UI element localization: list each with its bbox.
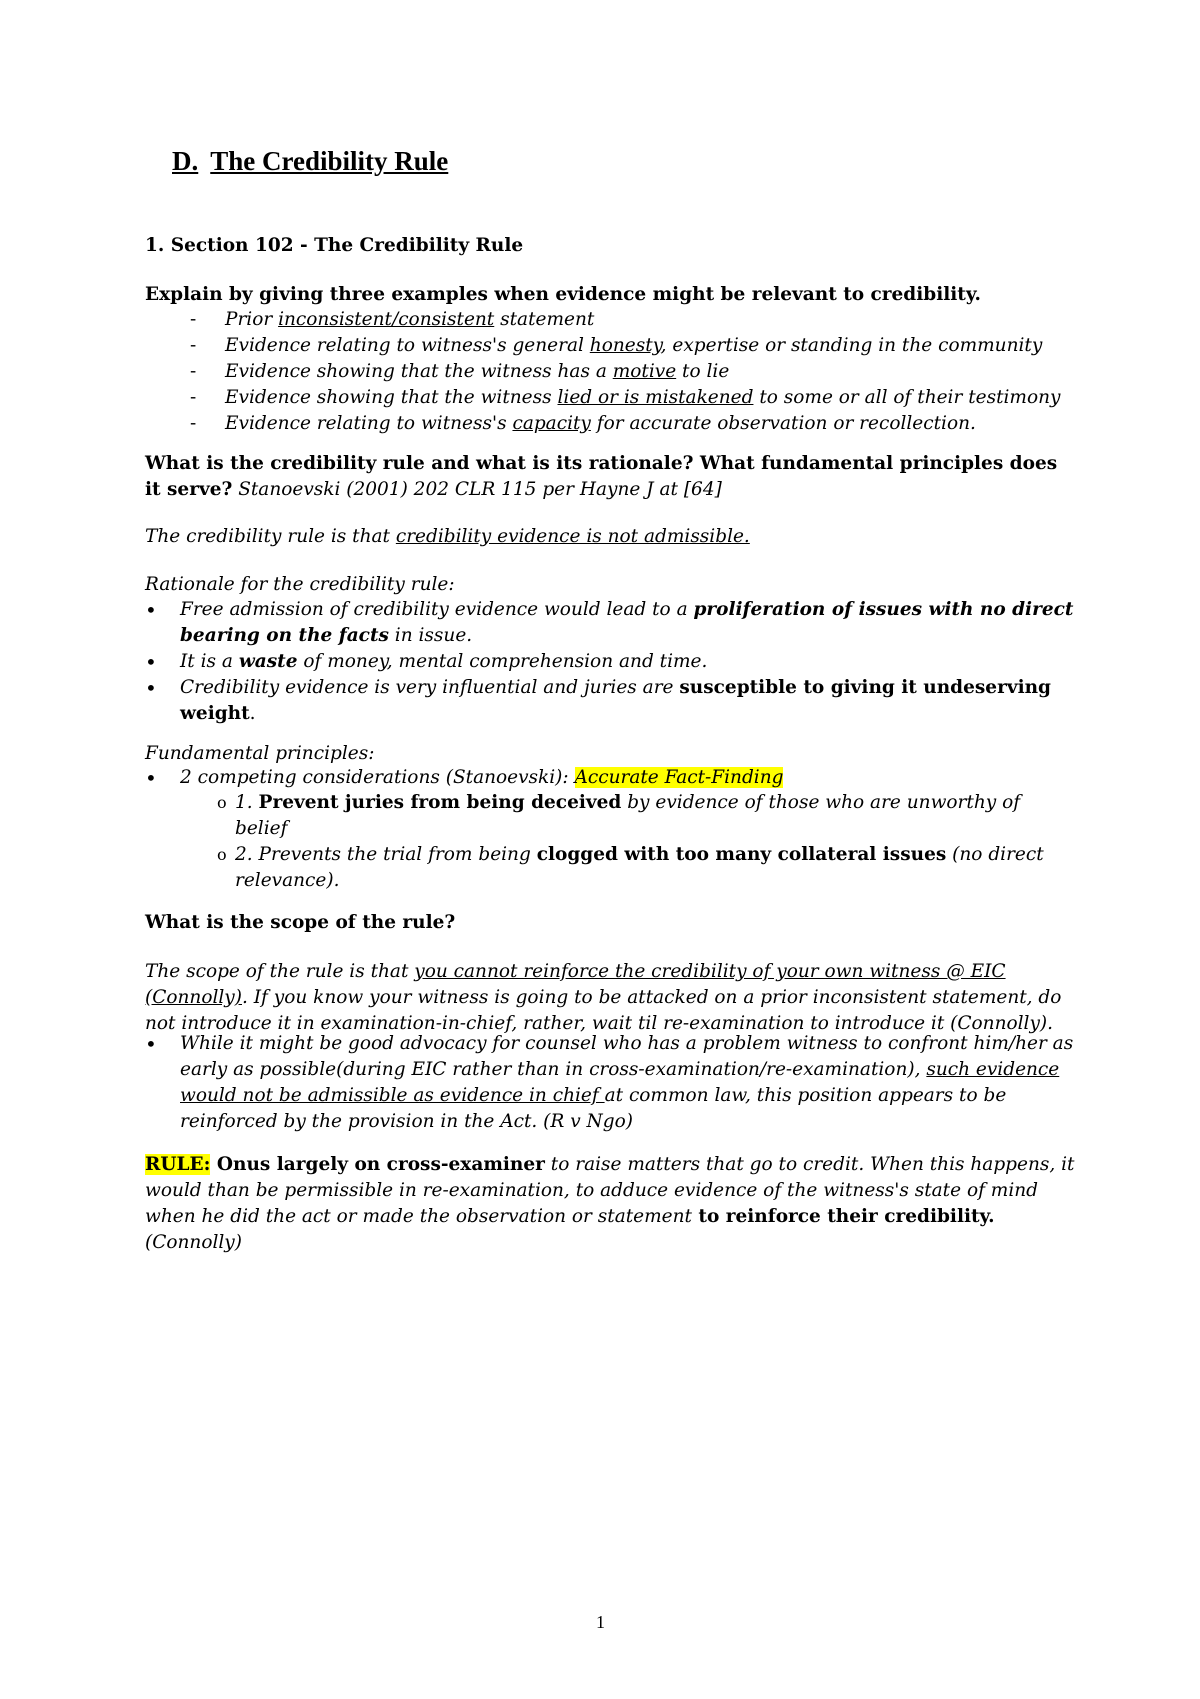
rule-definition: The credibility rule is that credibility evidence is not admissible. (145, 526, 750, 547)
subpoints-list (145, 790, 1075, 894)
heading-title: The Credibility Rule (210, 146, 449, 176)
heading-number: D. (172, 146, 199, 176)
page-title (172, 146, 448, 177)
list-item: - Evidence showing that the witness has a motive to lie (190, 361, 730, 382)
scope-list (145, 1031, 1075, 1135)
list-item: • Credibility evidence is very influential and juries are susceptible to giving it undeserving weight. (145, 676, 1051, 724)
question-credibility-rule: What is the credibility rule and what is its rationale? What fundamental principles does it serve? Stanoevski (2001) 202 CLR 115 per Hayne J at [64] (145, 453, 1058, 500)
list-item: - Evidence relating to witness's capacity for accurate observation or recollection. (190, 413, 976, 434)
principles-label: Fundamental principles: (145, 743, 375, 764)
rationale-label: Rationale for the credibility rule: (145, 574, 455, 595)
rule-paragraph: RULE: Onus largely on cross-examiner to raise matters that go to credit. When this happens, it would than be permissible in re-examination, to adduce evidence of the witness's state of mind when he did the act or made the observation or statement to reinforce their credibility. (Connolly) (145, 1154, 1075, 1253)
section-title: 1. Section 102 - The Credibility Rule (145, 235, 524, 256)
examples-list (145, 307, 1075, 437)
principles-list (145, 765, 1075, 791)
page-number: 1 (596, 1612, 605, 1632)
question-scope: What is the scope of the rule? (145, 912, 456, 933)
list-item: o 2. Prevents the trial from being clogged with too many collateral issues (no direct relevance). (217, 844, 1044, 891)
list-item: - Evidence relating to witness's general honesty, expertise or standing in the community (190, 335, 1043, 356)
rule-label: RULE: (145, 1154, 211, 1175)
question-examples: Explain by giving three examples when evidence might be relevant to credibility. (145, 284, 981, 305)
case-citation: Stanoevski (2001) 202 CLR 115 per Hayne J at [64] (232, 479, 722, 500)
rationale-list (145, 597, 1075, 727)
list-item: - Prior inconsistent/consistent statement (190, 309, 595, 330)
scope-paragraph: The scope of the rule is that you cannot reinforce the credibility of your own witness @ EIC (Connolly). If you know your witness is going to be attacked on a prior inconsistent statement, do not introduce it in examination-in-chief, rather, wait til re-examination to introduce it (Connolly). (145, 961, 1062, 1034)
list-item: • Free admission of credibility evidence would lead to a proliferation of issues with no direct bearing on the facts in issue. (145, 598, 1074, 646)
list-item: - Evidence showing that the witness lied or is mistakened to some or all of their testimony (190, 387, 1061, 408)
list-item: • 2 competing considerations (Stanoevski): Accurate Fact-Finding (145, 766, 784, 790)
list-item: • It is a waste of money, mental comprehension and time. (145, 650, 708, 674)
highlight: Accurate Fact-Finding (574, 767, 784, 788)
list-item: • While it might be good advocacy for counsel who has a problem witness to confront him/her as early as possible(during EIC rather than in cross-examination/re-examination), such evidence would not be admissible as evidence in chief at common law, this position appears to be reinforced by the provision in the Act. (R v Ngo) (145, 1032, 1074, 1132)
list-item: o 1. Prevent juries from being deceived by evidence of those who are unworthy of belief (217, 792, 1021, 839)
